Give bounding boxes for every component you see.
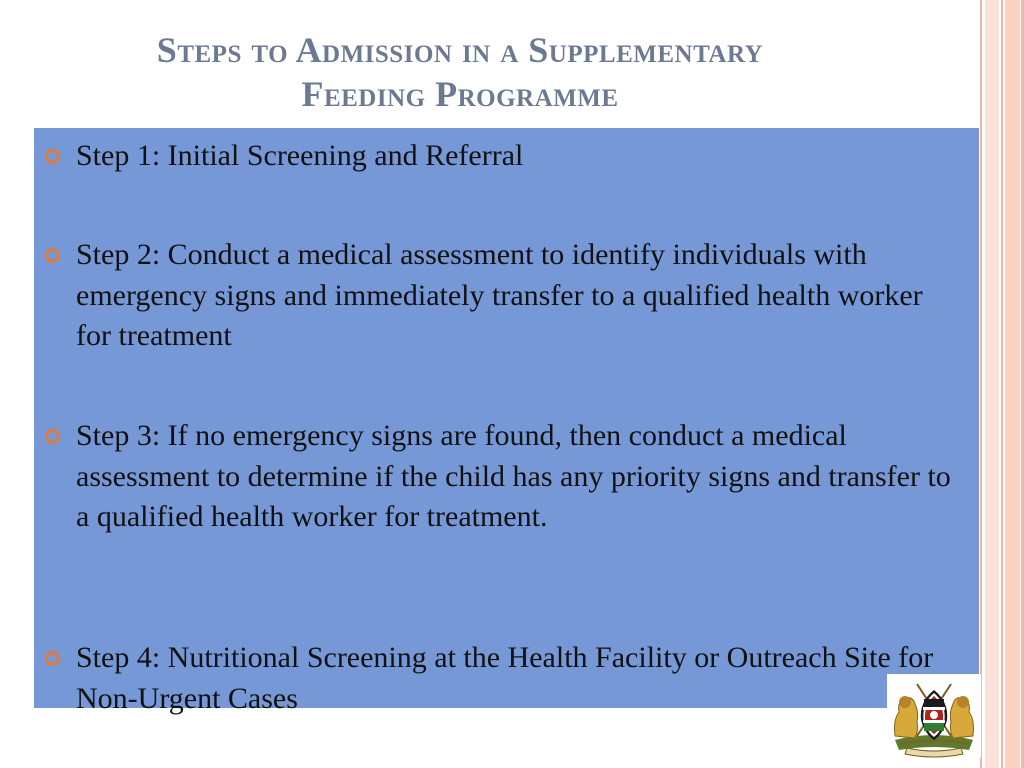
coat-of-arms-logo: [887, 674, 981, 758]
bullet-step-1: [34, 136, 964, 177]
bullet-text: Step 3: If no emergency signs are found, then conduct a medical assessment to determine if the child has any priority signs and transfer to a qualified health worker for treatment.: [76, 419, 951, 533]
bullet-step-2: [34, 235, 964, 357]
bullet-text: Step 4: Nutritional Screening at the Health Facility or Outreach Site for Non-Urgent Cases: [76, 641, 934, 715]
slide-title-line-1: Steps to Admission in a Supplementary: [156, 30, 764, 70]
bullet-ring-icon: [45, 248, 60, 263]
decorative-side-stripes: [980, 0, 1024, 768]
bullet-text: Step 2: Conduct a medical assessment to identify individuals with emergency signs and immediately transfer to a qualified health worker for treatment: [76, 238, 923, 352]
stripe: [1001, 0, 1003, 768]
bullet-step-4: [34, 638, 964, 719]
content-box: [34, 128, 979, 715]
bullet-ring-icon: [45, 651, 60, 666]
bullet-ring-icon: [45, 149, 60, 164]
stripe: [980, 0, 982, 768]
kenya-coat-of-arms-icon: [887, 674, 981, 758]
stripe: [1005, 0, 1020, 768]
bullet-ring-icon: [45, 429, 60, 444]
bullet-text: Step 1: Initial Screening and Referral: [76, 139, 524, 172]
slide-title: [0, 28, 920, 116]
bullet-step-3: [34, 416, 964, 538]
slide-title-line-2: Feeding Programme: [301, 74, 619, 114]
stripe: [985, 0, 999, 768]
